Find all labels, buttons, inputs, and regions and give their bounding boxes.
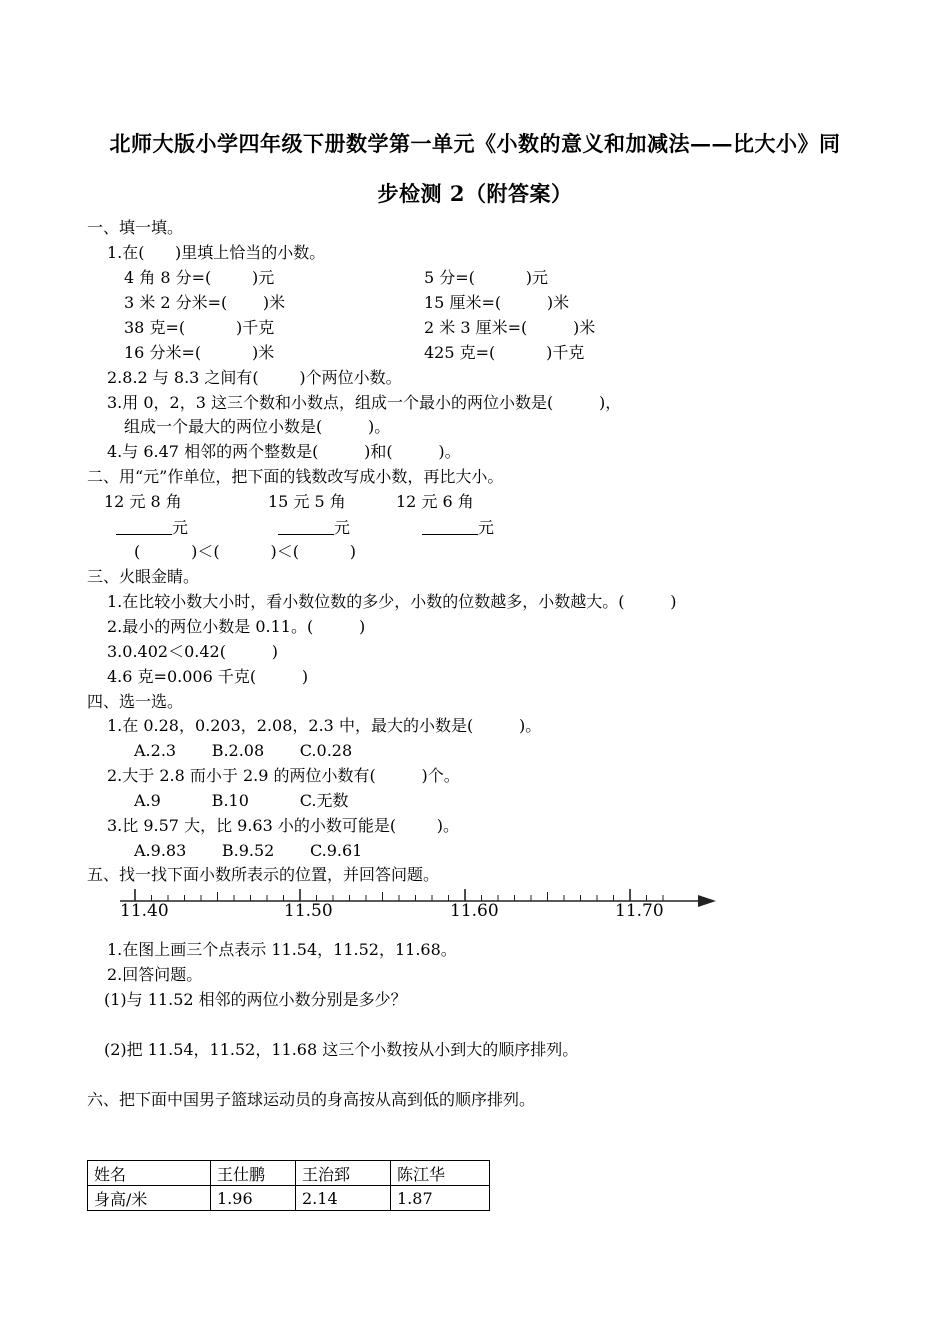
s4-q1-options: A.2.3 B.2.08 C.0.28 [134,741,353,760]
table-cell: 1.87 [391,1186,490,1211]
s5-q2: 2.回答问题。 [107,965,203,984]
section1-heading: 一、填一填。 [87,218,184,237]
table-cell: 身高/米 [88,1186,211,1211]
s3-q3: 3.0.402＜0.42( ) [107,642,278,661]
axis-label-11.60: 11.60 [450,901,499,920]
s1-q1-row2-right: 15 厘米=( )米 [424,293,570,312]
axis-label-11.50: 11.50 [284,901,333,920]
s1-q1-row4-right: 425 克=( )千克 [424,343,585,362]
section6-heading: 六、把下面中国男子篮球运动员的身高按从高到低的顺序排列。 [87,1090,536,1109]
unit-label: 元 [172,518,189,537]
s2-answer1 [116,518,188,538]
axis-label-11.70: 11.70 [615,901,664,920]
height-table [87,1160,490,1211]
s1-q3-line1: 3.用 0，2，3 这三个数和小数点，组成一个最小的两位小数是( )， [107,393,622,412]
section5-heading: 五、找一找下面小数所表示的位置，并回答问题。 [87,865,440,884]
s3-q2: 2.最小的两位小数是 0.11。( ) [107,617,366,636]
number-line [110,884,720,920]
unit-label: 元 [334,518,351,537]
s4-q1: 1.在 0.28，0.203，2.08，2.3 中，最大的小数是( )。 [107,716,542,735]
number-line-ticks [135,889,663,901]
page-title-line2: 步检测 2（附答案） [377,181,573,206]
table-cell: 王仕鹏 [211,1161,296,1186]
answer-blank [278,518,334,535]
s2-answer3 [422,518,494,538]
s2-compare: ( )＜( )＜( ) [134,542,357,561]
s1-q1-row3-left: 38 克=( )千克 [124,318,275,337]
s1-q1-row2-left: 3 米 2 分米=( )米 [124,293,286,312]
s4-q2-options: A.9 B.10 C.无数 [134,791,349,810]
table-cell: 姓名 [88,1161,211,1186]
section2-heading: 二、用“元”作单位，把下面的钱数改写成小数，再比大小。 [87,467,504,486]
s2-money1: 12 元 8 角 [104,492,182,511]
s1-q1-row4-left: 16 分米=( )米 [124,343,275,362]
s1-q1-row1-left: 4 角 8 分=( )元 [124,268,275,287]
unit-label: 元 [478,518,495,537]
s5-q1: 1.在图上画三个点表示 11.54，11.52，11.68。 [107,940,457,959]
s1-q2: 2.8.2 与 8.3 之间有( )个两位小数。 [107,368,402,387]
section3-heading: 三、火眼金睛。 [87,567,200,586]
table-cell: 1.96 [211,1186,296,1211]
s1-q4: 4.与 6.47 相邻的两个整数是( )和( )。 [107,442,461,461]
s4-q3-options: A.9.83 B.9.52 C.9.61 [134,841,363,860]
s3-q1: 1.在比较小数大小时，看小数位数的多少，小数的位数越多，小数越大。( ) [107,592,677,611]
table-row [88,1161,490,1186]
table-cell: 陈江华 [391,1161,490,1186]
s2-money2: 15 元 5 角 [268,492,346,511]
table-cell: 2.14 [296,1186,391,1211]
answer-blank [116,518,172,535]
s4-q3: 3.比 9.57 大，比 9.63 小的小数可能是( )。 [107,816,460,835]
table-cell: 王治郅 [296,1161,391,1186]
s5-q2-part2: (2)把 11.54，11.52，11.68 这三个小数按从小到大的顺序排列。 [104,1040,579,1059]
number-line-arrowhead [698,895,716,907]
axis-label-11.40: 11.40 [120,901,169,920]
s4-q2: 2.大于 2.8 而小于 2.9 的两位小数有( )个。 [107,766,460,785]
s2-money3: 12 元 6 角 [396,492,474,511]
answer-blank [422,518,478,535]
s3-q4: 4.6 克=0.006 千克( ) [107,667,309,686]
s1-q1-row3-right: 2 米 3 厘米=( )米 [424,318,596,337]
s1-q1: 1.在( )里填上恰当的小数。 [107,243,326,262]
table-row [88,1186,490,1211]
s5-q2-part1: (1)与 11.52 相邻的两位小数分别是多少？ [104,990,407,1009]
s2-answer2 [278,518,350,538]
section4-heading: 四、选一选。 [87,692,184,711]
page-title-line1: 北师大版小学四年级下册数学第一单元《小数的意义和加减法——比大小》同 [109,131,841,156]
s1-q1-row1-right: 5 分=( )元 [424,268,549,287]
s1-q3-line2: 组成一个最大的两位小数是( )。 [124,417,391,436]
